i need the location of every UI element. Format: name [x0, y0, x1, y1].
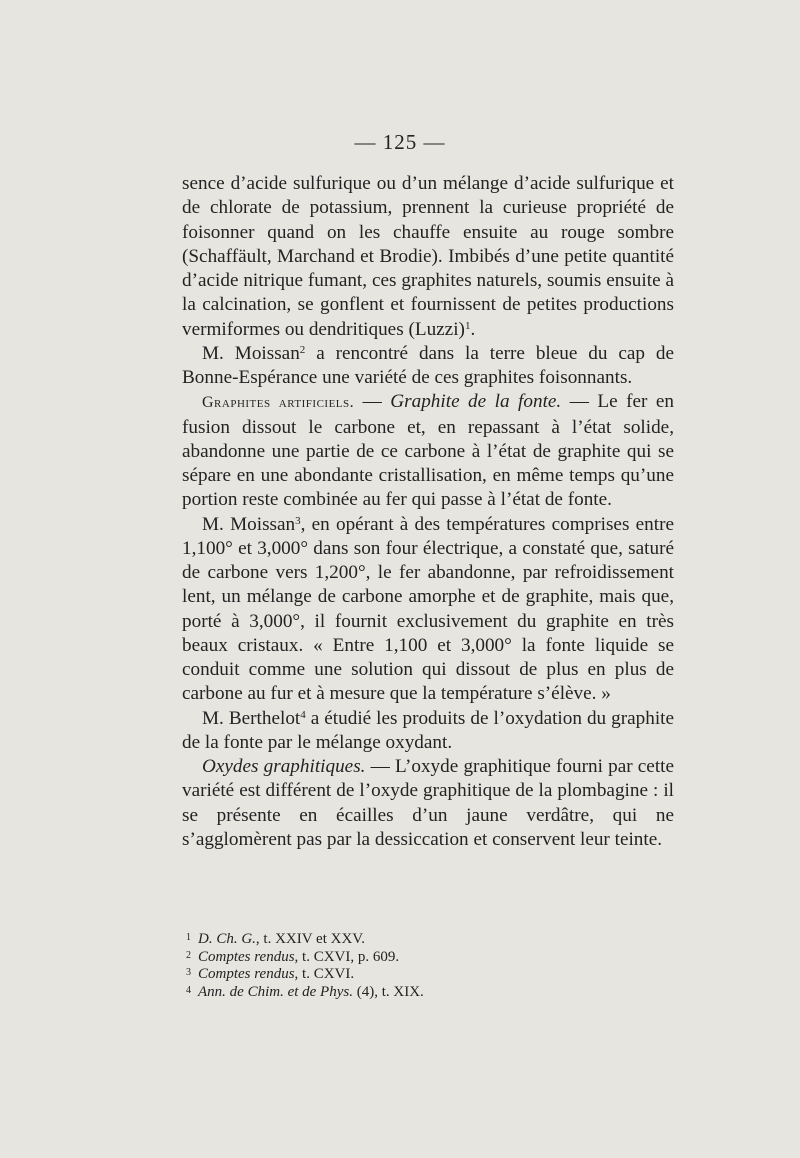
footnote-1 — [186, 930, 656, 948]
footnote-4 — [186, 983, 656, 1001]
paragraph-3-text: — Le fer en fusion dissout le carbone et, en repassant à l’état solide, abandonne une partie de ce carbone à l’état de graphite qui se sépare en une abondante cristallisation, en même temps qu’une portion reste combinée au fer qui passe à l’état de fonte. — [182, 391, 674, 511]
page-number: — 125 — — [354, 130, 446, 154]
paragraph-5 — [182, 707, 674, 756]
paragraph-4-text: , en opérant à des températures comprises entre 1,100° et 3,000° dans son four électrique, a constaté que, saturé de carbone vers 1,200°, le fer abandonne, par refroidissement lent, un mélange de carbone amorphe et de graphite, mais que, porté à 3,000°, il fournit exclusivement du graphite en très beaux cristaux. « Entre 1,100 et 3,000° la fonte liquide se conduit comme une solution qui dissout de plus en plus de carbone au fur et à mesure que la température s’élève. » — [182, 513, 674, 705]
paragraph-6 — [182, 755, 674, 852]
paragraph-3 — [182, 390, 674, 512]
footnote-source: D. Ch. G. — [198, 931, 256, 947]
footnotes — [186, 930, 656, 1000]
paragraph-5-text: a étudié les produits de l’oxydation du graphite de la fonte par le mélange oxydant. — [182, 707, 674, 753]
subsection-heading-oxydes-graphitiques: Oxydes graphitiques. — [202, 756, 366, 777]
paragraph-4-author: M. Moissan — [202, 513, 296, 535]
paragraph-2 — [182, 342, 674, 391]
footnote-2 — [186, 948, 656, 966]
footnote-ref-3: 3 — [295, 514, 301, 527]
paragraph-2-text: a rencontré dans la terre bleue du cap de Bonne-Espérance une variété de ces graphites foisonnants. — [182, 342, 675, 388]
footnote-number: 4 — [186, 984, 191, 996]
footnote-3 — [186, 965, 656, 983]
paragraph-2-author: M. Moissan — [202, 342, 300, 364]
paragraph-6-text: — L’oxyde graphitique fourni par cette variété est différent de l’oxyde graphitique de la plombagine : il se présente en écailles d’un jaune verdâtre, qui ne s’agglomèrent pas par la dessiccation et conservent leur teinte. — [182, 756, 674, 850]
section-heading-graphites-artificiels: Graphites artificiels. — [202, 394, 355, 412]
paragraph-5-author: M. Berthelot — [202, 707, 301, 729]
footnote-source: Comptes rendus — [198, 948, 295, 965]
body-text — [182, 172, 674, 852]
paragraph-1 — [182, 172, 674, 342]
paragraph-1-text: sence d’acide sulfurique ou d’un mélange d’acide sulfurique et de chlorate de potassium, prennent la curieuse propriété de foisonner quand on les chauffe ensuite au rouge sombre (Schaffäult, Marchand et Brodie). Imbibés d’une petite quantité d’acide nitrique fumant, ces graphites naturels, soumis ensuite à la calcination, se gonflent et fournissent de petites productions vermiformes ou dendritiques (Luzzi) — [182, 173, 674, 340]
paragraph-1-end: . — [470, 318, 476, 340]
footnote-number: 1 — [186, 932, 191, 943]
footnote-detail: , t. CXVI, p. 609. — [294, 948, 400, 965]
footnote-ref-1: 1 — [464, 319, 471, 332]
footnote-ref-4: 4 — [300, 708, 306, 721]
footnote-source: Ann. de Chim. et de Phys. — [198, 983, 353, 1000]
footnote-source: Comptes rendus — [198, 966, 295, 982]
footnote-number: 2 — [186, 949, 191, 961]
footnote-ref-2: 2 — [299, 343, 306, 356]
footnote-detail: , t. XXIV et XXV. — [255, 931, 365, 947]
footnote-detail: , t. CXVI. — [294, 966, 355, 982]
subsection-heading-graphite-fonte: Graphite de la fonte. — [390, 391, 562, 413]
paragraph-4 — [182, 513, 674, 707]
footnote-detail: (4), t. XIX. — [352, 983, 424, 1000]
footnote-number: 3 — [186, 967, 191, 978]
paragraph-3-separator: — — [354, 391, 391, 413]
